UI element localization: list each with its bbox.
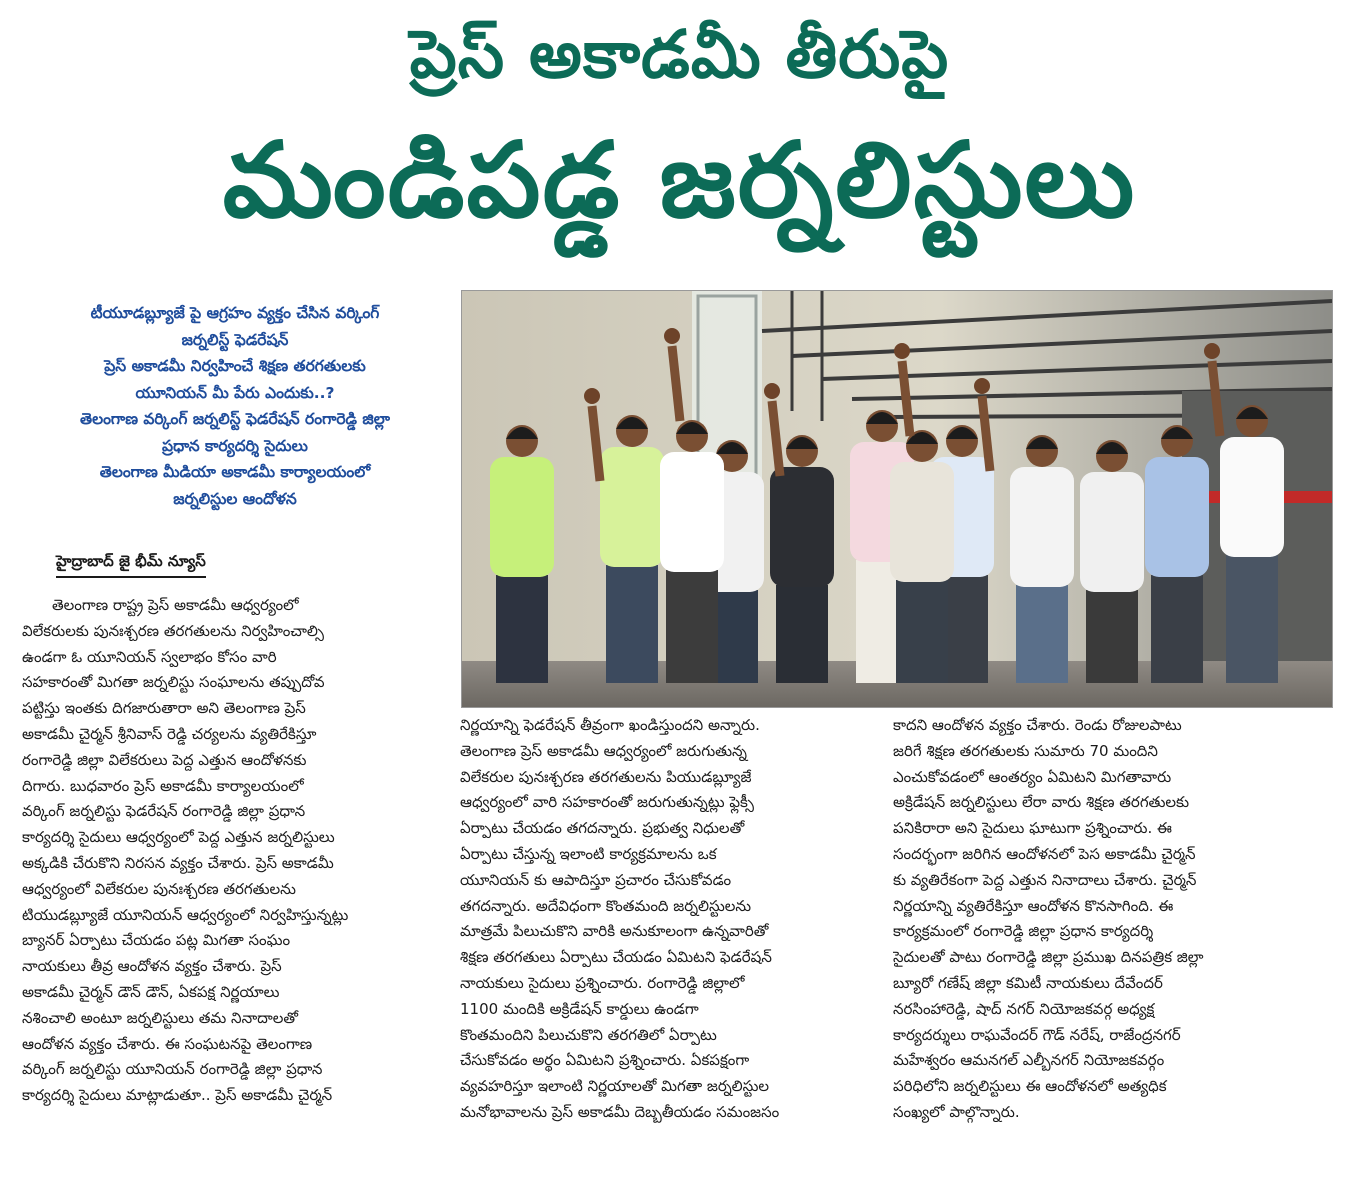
subhead-line: తెలంగాణ మీడియా అకాడమీ కార్యాలయంలో [99,463,371,481]
article-line: పట్టిస్తు ఇంతకు దిగజారుతారా అని తెలంగాణ ప్రెస్ [22,699,306,718]
person-trousers [896,580,948,683]
subheadings [30,300,440,512]
article-line: టియుడబ్ల్యూజే యూనియన్ ఆధ్వర్యంలో నిర్వహిస్తున్నట్లు [22,905,349,924]
article-line: అకాడమీ చైర్మన్ శ్రీనివాస్ రెడ్డి చర్యలను వ్యతిరేకిస్తూ [22,724,317,743]
article-line: ఉండగా ఓ యూనియన్ స్వలాభం కోసం వారి [22,647,277,666]
article-line: నాయకులు సైదులు ప్రశ్నించారు. రంగారెడ్డి జిల్లాలో [460,973,745,992]
article-line: మహేశ్వరం ఆమనగల్ ఎల్బీనగర్ నియోజకవర్గం [893,1051,1165,1070]
article-line: 1100 మందికి అక్రిడేషన్ కార్డులు ఉండగా [460,999,699,1018]
article-line: దిగారు. బుధవారం ప్రెస్ అకాడమీ కార్యాలయంలో [22,776,304,795]
person-shirt [1220,437,1284,557]
raised-fist [1204,343,1220,359]
person-shirt [1145,457,1209,577]
person-shirt [890,462,954,582]
subhead-line: యూనియన్ మీ పేరు ఎందుకు..? [135,383,335,402]
article-line: అకాడమీ చైర్మన్ డౌన్ డౌన్, ఏకపక్ష నిర్ణయాలు [22,982,280,1001]
person-trousers [776,585,828,683]
article-line: జరిగే శిక్షణ తరగతులకు సుమారు 70 మందిని [893,741,1158,760]
article-line: విలేకరుల పునఃశ్చరణ తరగతులను పియుడబ్ల్యూజే [460,767,752,786]
article-line: కార్యదర్శి సైదులు ఆధ్వర్యంలో పెద్ద ఎత్తున జర్నలిస్టులు [22,828,335,847]
subhead-line: జర్నలిస్టుల ఆందోళన [173,489,297,508]
article-column-1 [22,593,442,1109]
article-line: చేసుకోవడం అర్థం ఏమిటని ప్రశ్నించారు. ఏకపక్షంగా [460,1051,750,1070]
person-shirt [600,447,664,567]
article-line: కార్యదర్శులు రాఘవేందర్ గౌడ్ నరేష్, రాజేంద్రనగర్ [893,1025,1181,1044]
subhead-line: ప్రెస్ అకాడమీ నిర్వహించే శిక్షణ తరగతులకు [104,357,366,375]
article-line: మాత్రమే పిలుచుకొని వారికి అనుకూలంగా ఉన్నవారితో [460,922,769,941]
article-line: వ్యవహరిస్తూ ఇలాంటి నిర్ణయాలతో మిగతా జర్నలిస్టుల [460,1077,770,1096]
article-line: సందర్భంగా జరిగిన ఆందోళనలో పెస అకాడమీ చైర్మన్ [893,844,1196,863]
article-line: కార్యక్రమంలో రంగారెడ్డి జిల్లా ప్రధాన కార్యదర్శి [893,922,1154,941]
headline-line-2: మండిపడ్డ జర్నలిస్టులు [222,119,1137,241]
article-line: సంఖ్యలో పాల్గొన్నారు. [893,1102,1020,1121]
article-line: కొంతమందిని పిలుచుకొని తరగతిలో ఏర్పాటు [460,1025,717,1044]
subhead-line: టీయూడబ్ల్యూజే పై ఆగ్రహం వ్యక్తం చేసిన వర్కింగ్ [90,304,380,322]
raised-fist [974,378,990,394]
person-trousers [666,570,718,683]
person-trousers [1226,555,1278,683]
raised-fist [764,383,780,399]
article-line: కు వ్యతిరేకంగా పెద్ద ఎత్తున నినాదాలు చేశారు. చైర్మన్ [893,870,1197,889]
article-line: ఏర్పాటు చేస్తున్న ఇలాంటి కార్యక్రమాలను ఒక [460,844,717,863]
person-trousers [1086,590,1138,683]
article-line: తెలంగాణ ప్రెస్ అకాడమీ ఆధ్వర్యంలో జరుగుతున్న [460,741,747,760]
article-line: నిర్ణయాన్ని వ్యతిరేకిస్తూ ఆందోళన కొనసాగింది. ఈ [893,896,1174,915]
article-column-2 [460,713,880,1126]
news-photo [461,290,1333,708]
article-column-3 [893,713,1333,1126]
subhead-line: తెలంగాణ వర్కింగ్ జర్నలిస్ట్ ఫెడరేషన్ రంగారెడ్డి జిల్లా [80,410,390,428]
article-line: ఆందోళన వ్యక్తం చేశారు. ఈ సంఘటనపై తెలంగాణ [22,1034,313,1053]
article-line: ఆధ్వర్యంలో విలేకరుల పునఃశ్చరణ తరగతులను [22,879,296,898]
article-line: బ్యానర్ ఏర్పాటు చేయడం పట్ల మిగతా సంఘం [22,931,291,950]
person-shirt [490,457,554,577]
article-line: మనోభావాలను ప్రెస్ అకాడమీ దెబ్బతీయడం సమంజసం [460,1102,780,1121]
headline-line-1: ప్రెస్ అకాడమీ తీరుపై [409,16,950,93]
article-line: విలేకరులకు పునఃశ్చరణ తరగతులను నిర్వహించాల్సి [22,621,324,640]
subhead-line: జర్నలిస్ట్ ఫెడరేషన్ [181,330,289,349]
article-line: అక్కడికి చేరుకొని నిరసన వ్యక్తం చేశారు. ప్రెస్ అకాడమీ [22,853,334,872]
raised-fist [664,328,680,344]
article-line: కార్యదర్శి సైదులు మాట్లాడుతూ.. ప్రెస్ అకాడమీ చైర్మన్ [22,1086,333,1105]
article-line: వర్కింగ్ జర్నలిస్టు ఫెడరేషన్ రంగారెడ్డి జిల్లా ప్రధాన [22,802,306,821]
raised-fist [584,388,600,404]
article-line: నరసింహారెడ్డి, షాద్ నగర్ నియోజకవర్గ అధ్యక్ష [893,999,1155,1018]
person-shirt [770,467,834,587]
dateline: హైద్రాబాద్ జై భీమ్ న్యూస్ [56,552,206,578]
article-line: తగదన్నారు. అదేవిధంగా కొంతమంది జర్నలిస్టులను [460,896,752,915]
article-line: ఎంచుకోవడంలో ఆంతర్యం ఏమిటని మిగతావారు [893,767,1172,786]
article-line: అక్రిడేషన్ జర్నలిస్టులు లేరా వారు శిక్షణ తరగతులకు [893,793,1190,812]
person-shirt [660,452,724,572]
person-shirt [1080,472,1144,592]
article-line: పనికిరారా అని సైదులు ఘాటుగా ప్రశ్నించారు. ఈ [893,819,1172,838]
article-line: సహకారంతో మిగతా జర్నలిస్టు సంఘాలను తప్పుదోవ [22,673,325,692]
article-line: కాదని ఆందోళన వ్యక్తం చేశారు. రెండు రోజులపాటు [893,716,1182,734]
article-line: నాయకులు తీవ్ర ఆందోళన వ్యక్తం చేశారు. ప్రెస్ [22,957,282,976]
article-line: రంగారెడ్డి జిల్లా విలేకరులు పెద్ద ఎత్తున ఆందోళనకు [22,750,307,769]
article-line: బ్యూరో గణేష్ జిల్లా కమిటీ నాయకులు దేవేందర్ [893,973,1163,992]
article-line: నశించాలి అంటూ జర్నలిస్టులు తమ నినాదాలతో [22,1008,299,1027]
person-trousers [496,575,548,683]
raised-fist [894,343,910,359]
article-line: యూనియన్ కు ఆపాదిస్తూ ప్రచారం చేసుకోవడం [460,870,732,889]
article-line: శిక్షణ తరగతులు ఏర్పాటు చేయడం ఏమిటని ఫెడరేషన్ [460,948,772,967]
person-trousers [1151,575,1203,683]
subhead-line: ప్రధాన కార్యదర్శి సైదులు [162,436,308,455]
article-line: పరిధిలోని జర్నలిస్టులు ఈ ఆందోళనలో అత్యధిక [893,1077,1167,1096]
article-line: వర్కింగ్ జర్నలిస్టు యూనియన్ రంగారెడ్డి జిల్లా ప్రధాన [22,1060,323,1079]
article-line: నిర్ణయాన్ని ఫెడరేషన్ తీవ్రంగా ఖండిస్తుందని అన్నారు. [460,716,760,734]
person-trousers [606,565,658,683]
person-trousers [1016,585,1068,683]
article-line: ఏర్పాటు చేయడం తగదన్నారు. ప్రభుత్వ నిధులతో [460,819,745,838]
article-line: ఆధ్వర్యంలో వారి సహకారంతో జరుగుతున్నట్లు ఫ్లెక్సీ [460,793,754,812]
person-shirt [1010,467,1074,587]
article-line: తెలంగాణ రాష్ట్ర ప్రెస్ అకాడమీ ఆధ్వర్యంలో [52,596,299,614]
article-line: సైదులతో పాటు రంగారెడ్డి జిల్లా ప్రముఖ దినపత్రిక జిల్లా [893,948,1204,967]
